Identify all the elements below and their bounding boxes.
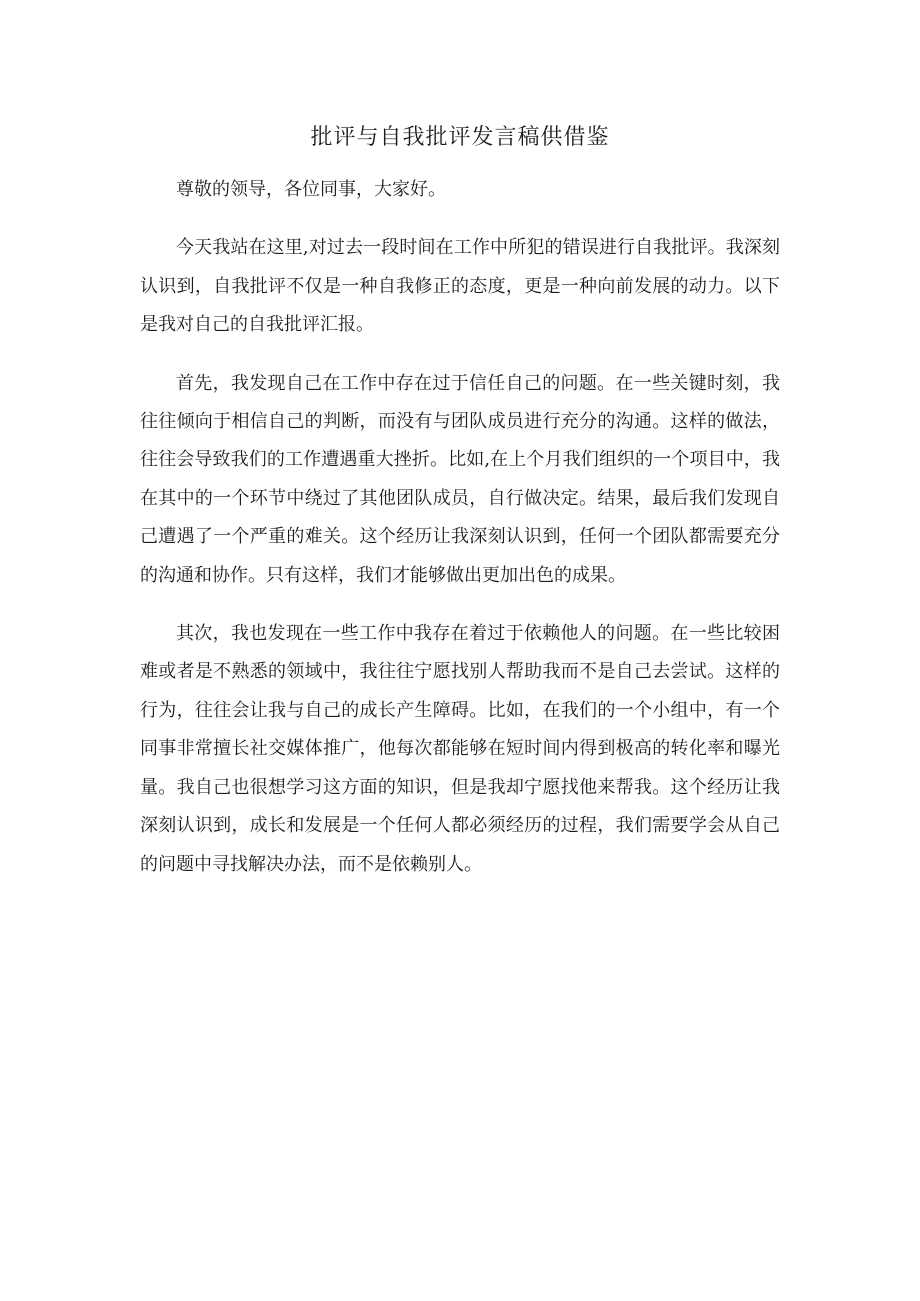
document-body — [140, 171, 780, 884]
document-title: 批评与自我批评发言稿供借鉴 — [310, 125, 610, 150]
first-point-paragraph: 首先，我发现自己在工作中存在过于信任自己的问题。在一些关键时刻，我往往倾向于相信自己的判断，而没有与团队成员进行充分的沟通。这样的做法，往往会导致我们的工作遭遇重大挫折。比如,在上个月我们组织的一个项目中，我在其中的一个环节中绕过了其他团队成员，自行做决定。结果，最后我们发现自己遭遇了一个严重的难关。这个经历让我深刻认识到，任何一个团队都需要充分的沟通和协作。只有这样，我们才能够做出更加出色的成果。 — [140, 372, 780, 586]
intro-paragraph: 今天我站在这里,对过去一段时间在工作中所犯的错误进行自我批评。我深刻认识到，自我批评不仅是一种自我修正的态度，更是一种向前发展的动力。以下是我对自己的自我批评汇报。 — [140, 237, 780, 336]
greeting-paragraph: 尊敬的领导，各位同事，大家好。 — [176, 179, 446, 200]
second-point-paragraph: 其次，我也发现在一些工作中我存在着过于依赖他人的问题。在一些比较困难或者是不熟悉的领域中，我往往宁愿找别人帮助我而不是自己去尝试。这样的行为，往往会让我与自己的成长产生障碍。比如，在我们的一个小组中，有一个同事非常擅长社交媒体推广，他每次都能够在短时间内得到极高的转化率和曝光量。我自己也很想学习这方面的知识，但是我却宁愿找他来帮我。这个经历让我深刻认识到，成长和发展是一个任何人都必须经历的过程，我们需要学会从自己的问题中寻找解决办法，而不是依赖别人。 — [140, 623, 780, 875]
